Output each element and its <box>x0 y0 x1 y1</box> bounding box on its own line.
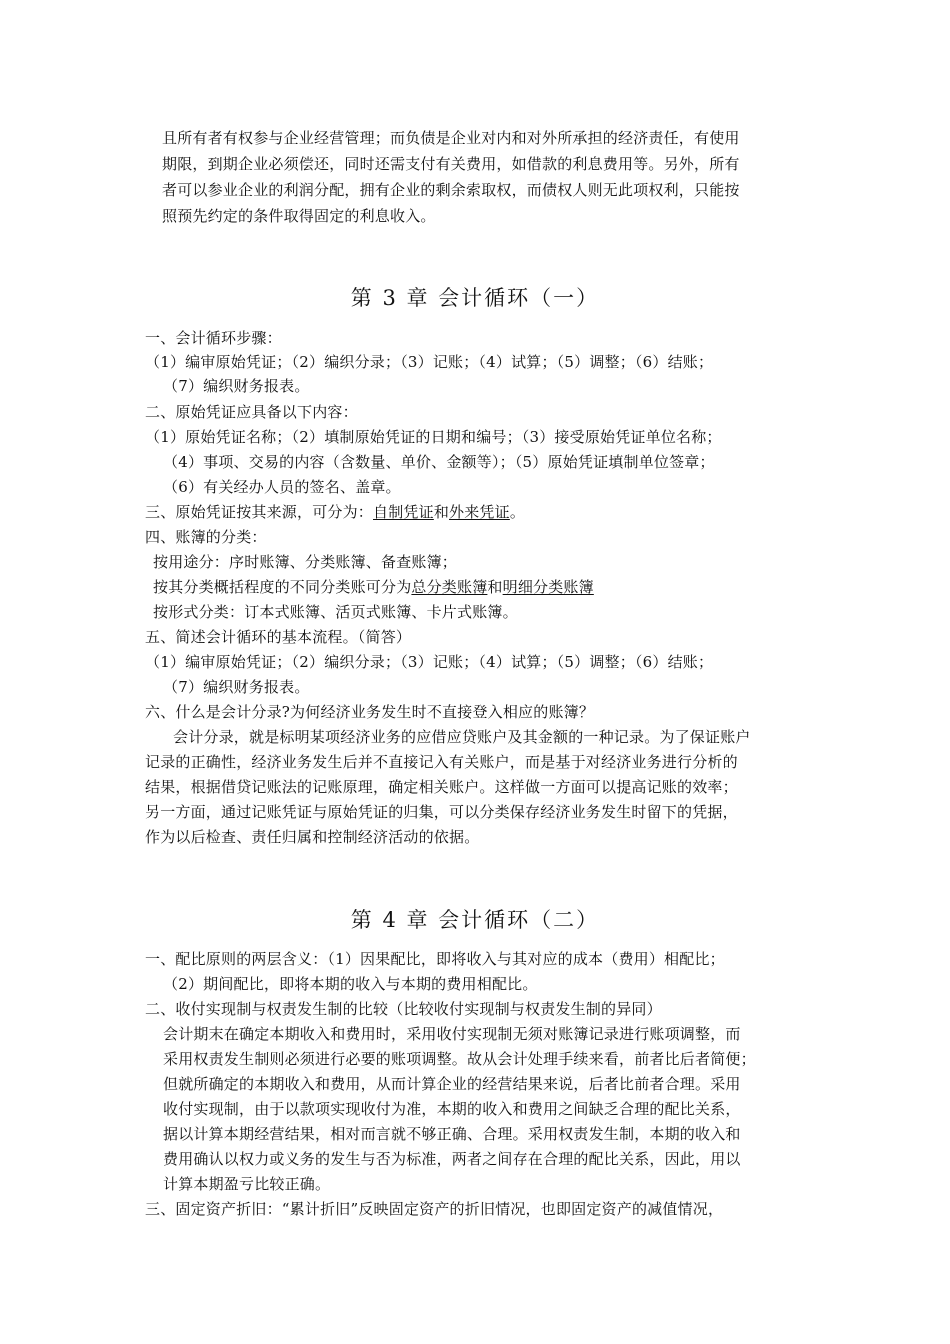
underlined-term: 总分类账簿 <box>411 578 488 596</box>
intro-line: 者可以参业企业的利润分配，拥有企业的剩余索取权，而债权人则无此项权利，只能按 <box>162 181 740 199</box>
ch3-section-6-paragraph: 结果，根据借贷记账法的记账原理，确定相关账户。这样做一方面可以提高记账的效率； <box>145 778 738 796</box>
ch3-section-5: 五、简述会计循环的基本流程。（简答） <box>145 628 412 646</box>
ch3-section-3 <box>145 502 525 522</box>
ch4-section-2-paragraph: 据以计算本期经营结果，相对而言就不够正确、合理。采用权责发生制，本期的收入和 <box>163 1125 741 1143</box>
ch3-section-6-paragraph: 记录的正确性，经济业务发生后并不直接记入有关账户，而是基于对经济业务进行分析的 <box>145 753 738 771</box>
ch3-section-2: 二、原始凭证应具备以下内容： <box>145 403 358 421</box>
ch4-section-2-paragraph: 计算本期盈亏比较正确。 <box>163 1175 331 1193</box>
ch4-section-2-paragraph: 但就所确定的本期收入和费用，从而计算企业的经营结果来说，后者比前者合理。采用 <box>163 1075 741 1093</box>
ch4-section-2-paragraph: 费用确认以权力或义务的发生与否为标准，两者之间存在合理的配比关系，因此，用以 <box>163 1150 741 1168</box>
intro-line: 且所有者有权参与企业经营管理；而负债是企业对内和对外所承担的经济责任，有使用 <box>162 129 740 147</box>
ch3-section-6-paragraph: 作为以后检查、责任归属和控制经济活动的依据。 <box>145 828 480 846</box>
ch4-section-1-line: （2）期间配比，即将本期的收入与本期的费用相配比。 <box>163 975 538 993</box>
ch3-section-2-line: （1）原始凭证名称；（2）填制原始凭证的日期和编号；（3）接受原始凭证单位名称； <box>145 428 722 446</box>
ch4-section-2-paragraph: 收付实现制，由于以款项实现收付为准，本期的收入和费用之间缺乏合理的配比关系， <box>163 1100 741 1118</box>
ch3-section-4-text: 和 <box>487 578 503 596</box>
ch3-section-6: 六、什么是会计分录?为何经济业务发生时不直接登入相应的账簿？ <box>145 703 595 721</box>
ch3-section-4-text: 按其分类概括程度的不同分类账可分为 <box>153 578 412 596</box>
ch4-section-2: 二、收付实现制与权责发生制的比较（比较收付实现制与权责发生制的异同） <box>145 1000 662 1018</box>
ch3-section-4-line <box>153 577 594 597</box>
ch3-section-1-line: （7）编织财务报表。 <box>163 377 310 395</box>
ch4-section-1-line: 一、配比原则的两层含义：（1）因果配比，即将收入与其对应的成本（费用）相配比； <box>145 950 725 968</box>
ch3-section-1: 一、会计循环步骤： <box>145 329 282 347</box>
ch3-section-2-line: （4）事项、交易的内容（含数量、单价、金额等）；（5）原始凭证填制单位签章； <box>163 453 715 471</box>
underlined-term: 外来凭证 <box>449 503 510 521</box>
ch3-section-1-line: （1）编审原始凭证；（2）编织分录；（3）记账；（4）试算；（5）调整；（6）结账； <box>145 353 714 371</box>
underlined-term: 明细分类账簿 <box>502 578 594 596</box>
ch3-section-6-paragraph: 另一方面，通过记账凭证与原始凭证的归集，可以分类保存经济业务发生时留下的凭据， <box>145 803 738 821</box>
ch3-section-3-text: 和 <box>433 503 450 521</box>
intro-line: 照预先约定的条件取得固定的利息收入。 <box>162 207 436 225</box>
ch3-section-2-line: （6）有关经办人员的签名、盖章。 <box>163 478 401 496</box>
chapter-4-title: 第 4 章 会计循环（二） <box>350 908 600 932</box>
ch4-section-2-paragraph: 采用权责发生制则必须进行必要的账项调整。故从会计处理手续来看，前者比后者简便； <box>163 1050 756 1068</box>
ch3-section-4-line: 按用途分：序时账簿、分类账簿、备查账簿； <box>153 553 458 571</box>
ch3-section-3-text: 三、原始凭证按其来源，可分为： <box>145 503 374 521</box>
underlined-term: 自制凭证 <box>373 503 434 521</box>
ch4-section-3: 三、固定资产折旧：“累计折旧”反映固定资产的折旧情况，也即固定资产的减值情况， <box>145 1200 724 1218</box>
intro-line: 期限，到期企业必须偿还，同时还需支付有关费用，如借款的利息费用等。另外，所有 <box>162 155 740 173</box>
ch3-section-5-line: （1）编审原始凭证；（2）编织分录；（3）记账；（4）试算；（5）调整；（6）结账； <box>145 653 714 671</box>
ch3-section-5-line: （7）编织财务报表。 <box>163 678 310 696</box>
chapter-3-title: 第 3 章 会计循环（一） <box>350 286 600 310</box>
ch3-section-3-text: 。 <box>509 503 526 521</box>
ch3-section-4: 四、账簿的分类： <box>145 528 267 546</box>
ch3-section-4-line: 按形式分类：订本式账簿、活页式账簿、卡片式账簿。 <box>153 603 518 621</box>
ch3-section-6-paragraph: 会计分录，就是标明某项经济业务的应借应贷账户及其金额的一种记录。为了保证账户 <box>173 728 751 746</box>
ch4-section-2-paragraph: 会计期末在确定本期收入和费用时，采用收付实现制无须对账簿记录进行账项调整，而 <box>163 1025 741 1043</box>
